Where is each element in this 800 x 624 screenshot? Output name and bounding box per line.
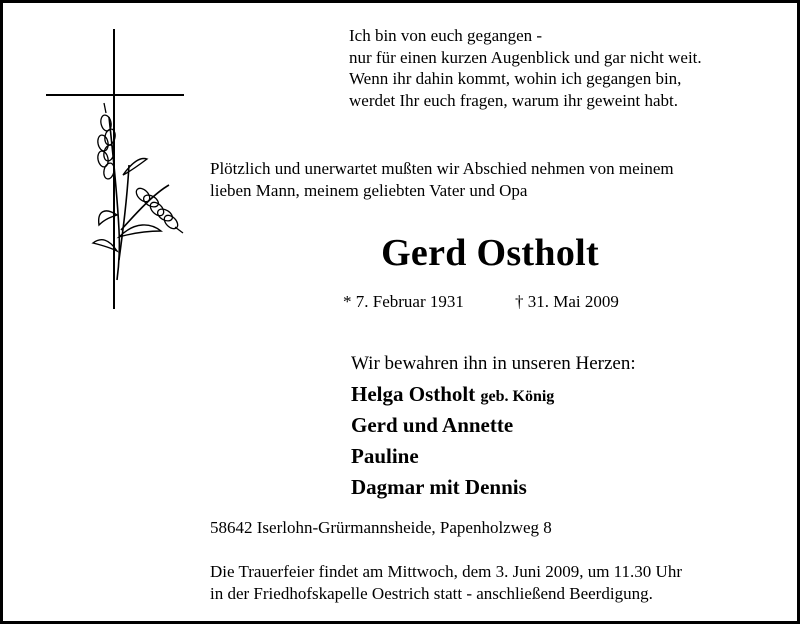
funeral-line: Die Trauerfeier findet am Mittwoch, dem 3. Juni 2009, um 11.30 Uhr — [210, 562, 682, 581]
mourner-name: Helga Ostholt — [351, 382, 476, 406]
mourner-name: Dagmar mit Dennis — [351, 475, 527, 499]
poem-line: werdet Ihr euch fragen, warum ihr geweint habt. — [349, 90, 679, 110]
deceased-name: Gerd Ostholt — [381, 232, 599, 274]
mourner-name: Gerd und Annette — [351, 413, 514, 437]
funeral-line: in der Friedhofskapelle Oestrich statt - anschließend Beerdigung. — [210, 584, 653, 603]
family-address: 58642 Iserlohn-Grürmannsheide, Papenholzweg 8 — [210, 518, 552, 537]
intro-line: Plötzlich und unerwartet mußten wir Abschied nehmen von meinem — [210, 159, 674, 178]
maiden-name: geb. König — [480, 388, 555, 405]
poem-line: nur für einen kurzen Augenblick und gar nicht weit. — [349, 47, 702, 67]
death-date: † 31. Mai 2009 — [515, 292, 619, 311]
poem — [349, 25, 702, 111]
poem-line: Ich bin von euch gegangen - — [349, 26, 543, 45]
mourner-name: Pauline — [351, 444, 419, 468]
mourner-widow — [351, 382, 554, 407]
intro-line: lieben Mann, meinem geliebten Vater und Opa — [210, 181, 528, 200]
mourners-intro: Wir bewahren ihn in unseren Herzen: — [351, 353, 636, 374]
funeral-info — [210, 561, 682, 605]
poem-line: Wenn ihr dahin kommt, wohin ich gegangen bin, — [349, 69, 682, 88]
birth-date: * 7. Februar 1931 — [343, 292, 464, 311]
announcement-intro — [210, 158, 674, 202]
